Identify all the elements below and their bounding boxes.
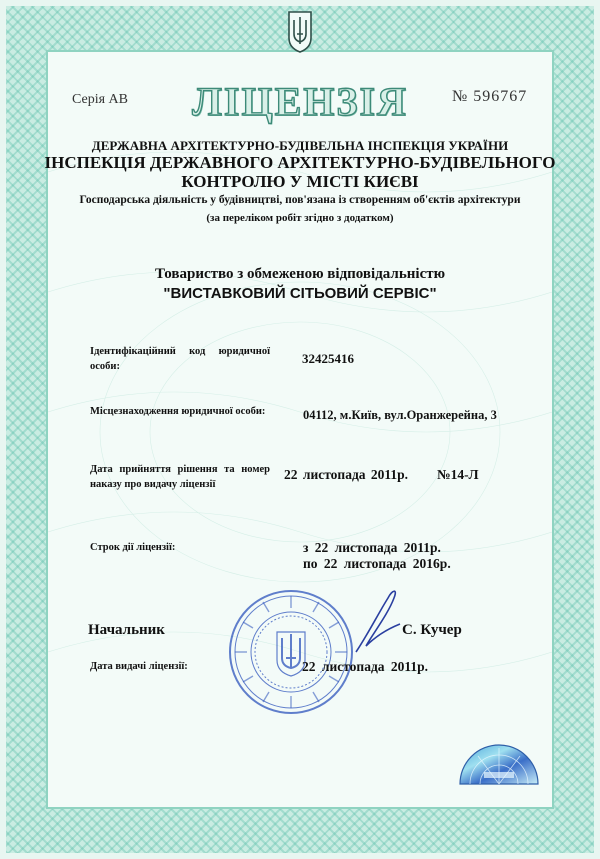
decision-label: Дата прийняття рішення та номер наказу про видачу ліцензії	[90, 464, 270, 490]
location-value: 04112, м.Київ, вул.Оранжерейна, 3	[303, 408, 497, 422]
issue-date-value: 22 листопада 2011р.	[302, 659, 429, 674]
activity-type: Господарська діяльність у будівництві, пов'язана із створенням об'єктів архітектури	[79, 194, 521, 206]
id-code-label: Ідентифікаційний код юридичної особи:	[90, 346, 270, 372]
licence-number: № 596767	[452, 88, 528, 105]
inspection-name-line1: ІНСПЕКЦІЯ ДЕРЖАВНОГО АРХІТЕКТУРНО-БУДІВЕЛЬНОГО	[44, 153, 556, 172]
organization-name: "ВИСТАВКОВИЙ СІТЬОВИЙ СЕРВІС"	[163, 285, 437, 302]
series-label: Серія АВ	[72, 92, 128, 107]
official-stamp	[227, 588, 355, 716]
term-to: по 22 листопада 2016р.	[303, 556, 451, 571]
organization-type: Товариство з обмеженою відповідальністю	[154, 266, 446, 282]
issuing-agency: ДЕРЖАВНА АРХІТЕКТУРНО-БУДІВЕЛЬНА ІНСПЕКЦІЯ УКРАЇНИ	[91, 138, 509, 153]
term-label: Строк дії ліцензії:	[90, 542, 176, 553]
document-title: ЛІЦЕНЗІЯ	[192, 79, 408, 124]
inspection-name-line2: КОНТРОЛЮ У МІСТІ КИЄВІ	[181, 172, 419, 191]
id-code-value: 32425416	[302, 351, 354, 366]
issue-date-label: Дата видачі ліцензії:	[90, 661, 188, 672]
location-label: Місцезнаходження юридичної особи:	[90, 406, 266, 417]
activity-note: (за переліком робіт згідно з додатком)	[206, 212, 394, 224]
head-name: С. Кучер	[402, 622, 462, 638]
term-from: з 22 листопада 2011р.	[303, 540, 441, 555]
decision-number: №14-Л	[437, 467, 479, 482]
head-title: Начальник	[88, 622, 165, 638]
decision-date: 22 листопада 2011р.	[284, 467, 409, 482]
trident-emblem-icon	[287, 10, 313, 54]
signature	[348, 584, 408, 654]
hologram-seal	[458, 712, 540, 786]
